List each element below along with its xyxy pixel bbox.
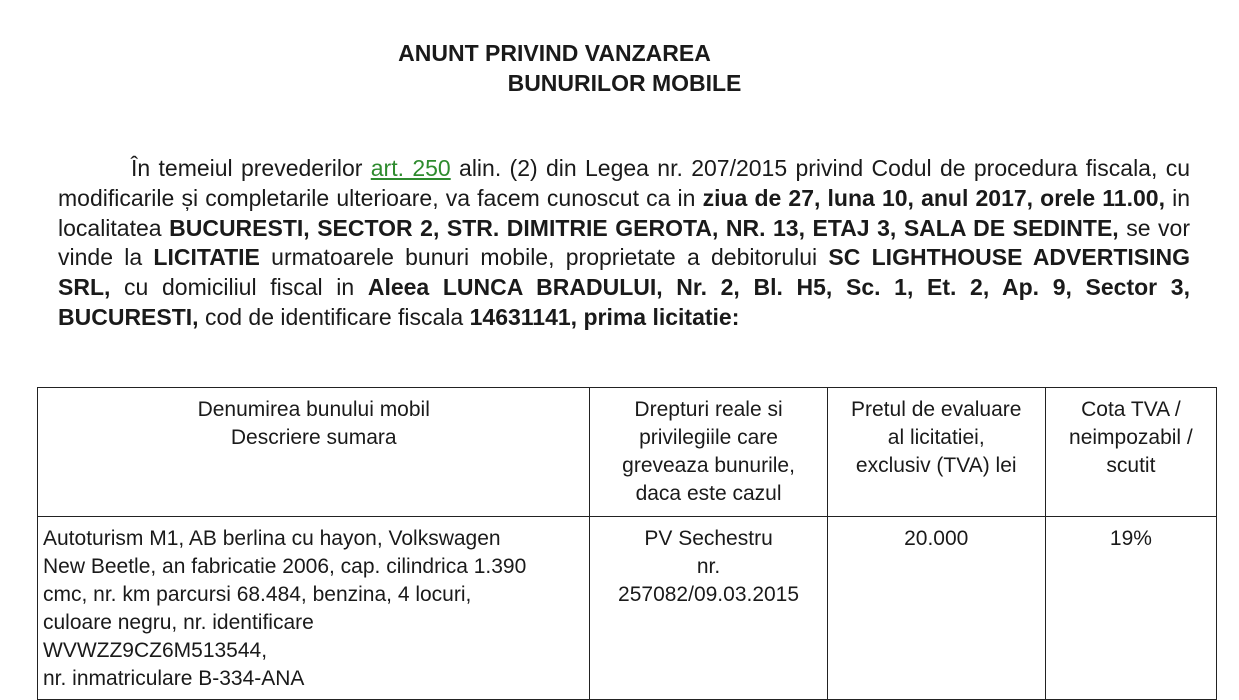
- para-text-4: se vor vinde la: [58, 214, 1190, 271]
- para-text-1: În temeiul prevederilor: [131, 155, 371, 181]
- title-line-2: BUNURILOR MOBILE: [507, 70, 742, 96]
- auction-type: LICITATIE: [153, 244, 260, 271]
- header-rights: Drepturi reale si privilegiile care greveaza bunurile, daca este cazul: [590, 388, 827, 517]
- cell-rights: PV Sechestru nr. 257082/09.03.2015: [590, 517, 827, 700]
- cell-vat: 19%: [1045, 517, 1216, 700]
- para-text-7: cod de identificare fiscala: [198, 303, 470, 330]
- cell-price: 20.000: [827, 517, 1045, 700]
- auction-date: ziua de 27, luna 10, anul 2017, orele 11.00,: [702, 184, 1165, 211]
- header-price: Pretul de evaluare al licitatiei, exclusiv (TVA) lei: [827, 388, 1045, 517]
- para-text-6: cu domiciliul fiscal in: [110, 274, 368, 301]
- document-title: [0, 38, 1239, 98]
- debtor-name: SC LIGHTHOUSE ADVERTISING SRL,: [58, 244, 1191, 301]
- para-text-3: in localitatea: [58, 184, 1191, 241]
- table-header-row: [38, 388, 1217, 517]
- goods-table: [37, 387, 1217, 700]
- fiscal-code: 14631141, prima licitatie:: [469, 303, 740, 330]
- para-text-2: alin. (2) din Legea nr. 207/2015 privind Codul de procedura fiscala, cu modificarile și completarile ulterioare, va facem cunoscut ca in: [58, 155, 1190, 211]
- announcement-paragraph: [58, 154, 1190, 333]
- table-row: [38, 517, 1217, 700]
- article-link[interactable]: art. 250: [370, 155, 451, 181]
- auction-location: BUCURESTI, SECTOR 2, STR. DIMITRIE GEROTA, NR. 13, ETAJ 3, SALA DE SEDINTE,: [169, 214, 1119, 241]
- debtor-address: Aleea LUNCA BRADULUI, Nr. 2, Bl. H5, Sc. 1, Et. 2, Ap. 9, Sector 3, BUCURESTI,: [58, 274, 1190, 330]
- header-description: Denumirea bunului mobil Descriere sumara: [38, 388, 590, 517]
- para-text-5: urmatoarele bunuri mobile, proprietate a debitorului: [259, 244, 829, 271]
- header-vat: Cota TVA / neimpozabil / scutit: [1045, 388, 1216, 517]
- title-line-1: ANUNT PRIVIND VANZAREA: [398, 40, 711, 66]
- cell-description: Autoturism M1, AB berlina cu hayon, Volkswagen New Beetle, an fabricatie 2006, cap. cilindrica 1.390 cmc, nr. km parcursi 68.484, benzina, 4 locuri, culoare negru, nr. identificare WVWZZ9CZ6M513544, nr. inmatriculare B-334-ANA: [38, 517, 590, 700]
